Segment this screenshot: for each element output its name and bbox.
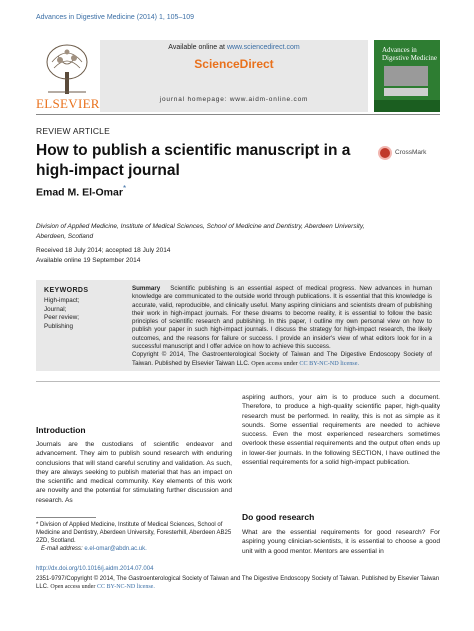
footnote-text: * Division of Applied Medicine, Institute of Medical Sciences, School of Medicine and Dentistry, Aberdeen University, Foresterhill, Aberdeen AB25 2ZD, Scotland.	[36, 522, 232, 544]
author-line	[36, 184, 126, 199]
footer-license-link[interactable]: CC BY-NC-ND license.	[97, 584, 155, 590]
header-divider	[36, 114, 440, 115]
right-column-text: aspiring authors, your aim is to produce such a document. Therefore, to produce a high-quality scientific paper, high-quality research must be performed. In reality, this is not as simple as it sounds. Some essential requirements are needed to achieve success. Even the most experienced researchers sometimes overlook these essential requirements and the output often ends up in lower-tier journals. In the following SECTION, I have outlined the essential requirements for a solid high-impact publication.	[242, 394, 440, 467]
author-name: Emad M. El-Omar	[36, 186, 123, 199]
keyword-item: High-impact;	[44, 297, 80, 304]
affiliation: Division of Applied Medicine, Institute of Medical Sciences, School of Medicine and Dentistry, Aberdeen University, Aberdeen, Scotland	[36, 223, 365, 240]
available-prefix: Available online at	[168, 44, 227, 51]
abstract-license-prefix: Open access under	[251, 359, 298, 367]
article-type: REVIEW ARTICLE	[36, 126, 110, 136]
footer-license-prefix: Open access under	[50, 584, 96, 590]
journal-header-box	[100, 40, 368, 112]
crossmark-badge[interactable]	[378, 146, 438, 160]
journal-homepage[interactable]: journal homepage: www.aidm-online.com	[159, 96, 309, 103]
footnote	[36, 521, 232, 553]
article-dates	[36, 246, 170, 265]
cover-bottom-band	[374, 100, 440, 112]
keywords-heading: KEYWORDS	[44, 287, 89, 294]
crossmark-icon	[378, 146, 392, 160]
crossmark-label: CrossMark	[395, 149, 427, 156]
journal-cover[interactable]	[374, 40, 440, 112]
keyword-item: Publishing	[44, 322, 74, 330]
footnote-divider	[36, 517, 96, 518]
abstract-box	[36, 280, 440, 371]
cover-title: Advances in Digestive Medicine	[382, 46, 438, 62]
sciencedirect-link[interactable]: www.sciencedirect.com	[226, 44, 300, 51]
elsevier-logo[interactable]	[36, 40, 100, 112]
copyright-text: 2351-9797/Copyright © 2014, The Gastroenterological Society of Taiwan and The Digestive Endoscopy Society of Taiwan. Published by Elsevier Taiwan LLC.	[36, 576, 440, 590]
email-label: E-mail address:	[41, 546, 83, 552]
abstract-label: Summary	[132, 285, 161, 292]
abstract-divider	[36, 381, 440, 382]
copyright-footer	[36, 575, 440, 591]
introduction-text: Journals are the custodians of scientific endeavor and advancement. They aim to publish sound research with enduring conclusions that will stand careful scrutiny and validation. As such, they are always seeking to publish material that has an impact on the scientific and medical community. Key elements of this work are novelty and the potential for stimulating further discussion and research. As	[36, 441, 232, 504]
cover-image-strip	[384, 88, 428, 96]
online-date: Available online 19 September 2014	[36, 256, 141, 264]
abstract-body: Scientific publishing is an essential aspect of medical progress. New advances in human knowledge are communicated to the outside world through publications. It is essential that this knowledge is accurate, valid, reproducible, and clinically useful. Many aspiring clinicians and scientists dream of publishing their work in high-impact journals. For these dreams to become reality, it is essential to follow the basic principles of scientific research and publishing. In this paper, I outline my own personal view on how to publish your paper in such high-impact journals. I discuss the strategy for high-impact research, the likely outcomes, and the reasons for failure or success. I provide an insider's view of what editors look for in a successful manuscript and I offer advice on how to achieve this success.	[132, 285, 432, 351]
keyword-item: Peer review;	[44, 314, 79, 321]
good-research-text: What are the essential requirements for good research? For aspiring young clinician-scientists, it is essential to choose a good unit with a good mentor. Mentors are essential in	[242, 529, 440, 555]
abstract-copyright: Copyright © 2014, The Gastroenterological Society of Taiwan and The Digestive Endoscopy Society of Taiwan. Published by Elsevier Taiwan LLC.	[132, 351, 432, 367]
introduction-heading: Introduction	[36, 425, 86, 435]
sciencedirect-logo[interactable]: ScienceDirect	[194, 57, 274, 71]
abstract-license-link[interactable]: CC BY-NC-ND license.	[299, 359, 360, 367]
received-date: Received 18 July 2014; accepted 18 July 2014	[36, 247, 171, 254]
available-online	[100, 44, 368, 51]
elsevier-tree-logo	[44, 42, 90, 96]
publisher-name: ELSEVIER	[36, 96, 100, 111]
good-research-heading: Do good research	[242, 512, 315, 522]
abstract-text	[132, 285, 432, 368]
journal-reference[interactable]: Advances in Digestive Medicine (2014) 1, 105–109	[36, 14, 194, 21]
keywords-list	[44, 297, 79, 331]
cover-image	[384, 66, 428, 86]
article-title: How to publish a scientific manuscript in a high-impact journal	[36, 142, 351, 179]
doi-link[interactable]: http://dx.doi.org/10.1016/j.aidm.2014.07.004	[36, 566, 154, 572]
keyword-item: Journal;	[44, 305, 67, 313]
author-footnote-mark[interactable]: *	[122, 184, 127, 193]
author-email[interactable]: e.el-omar@abdn.ac.uk.	[84, 546, 147, 552]
